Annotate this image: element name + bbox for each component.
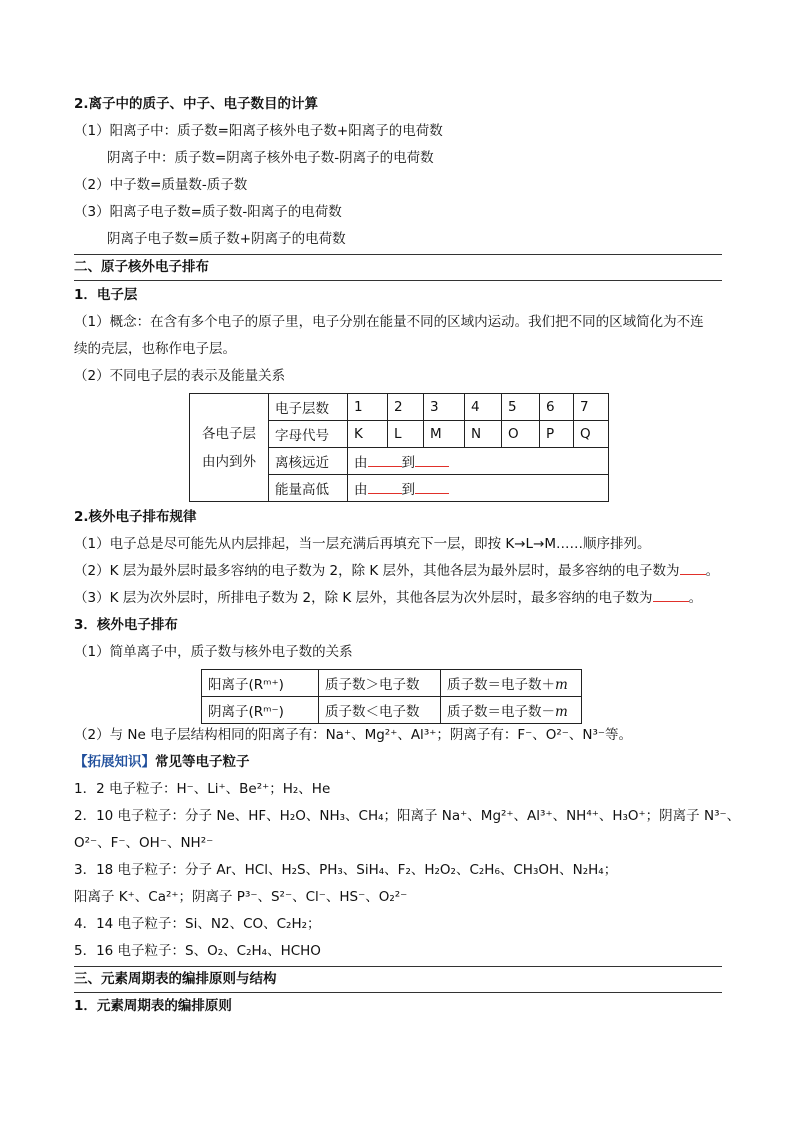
ion-table	[201, 669, 582, 724]
text-line: （2）与 Ne 电子层结构相同的阳离子有：Na⁺、Mg²⁺、Al³⁺；阴离子有：F⁻、O²⁻、N³⁻等。	[74, 727, 633, 743]
energy-answer-cell: 由 到	[348, 475, 609, 502]
text-line: （3）阳离子电子数=质子数-阳离子的电荷数	[74, 204, 342, 220]
text-line: 阳离子 K⁺、Ca²⁺；阴离子 P³⁻、S²⁻、Cl⁻、HS⁻、O₂²⁻	[74, 889, 408, 905]
shell-table	[189, 393, 609, 502]
answer-blank[interactable]	[415, 481, 449, 494]
number-cell: 6	[540, 394, 574, 421]
text-line: 2．10 电子粒子：分子 Ne、HF、H₂O、NH₃、CH₄；阳离子 Na⁺、Mg²⁺、Al³⁺、NH⁴⁺、H₃O⁺；阴离子 N³⁻、	[74, 808, 741, 824]
text-line: （1）电子总是尽可能先从内层排起，当一层充满后再填充下一层，即按 K→L→M……顺序排列。	[74, 536, 651, 552]
number-cell: 3	[424, 394, 465, 421]
subheading-arrangement-rules: 2.核外电子排布规律	[74, 509, 197, 525]
letter-cell: P	[540, 421, 574, 448]
answer-blank[interactable]	[653, 589, 689, 602]
text-line: 4．14 电子粒子：Si、N2、CO、C₂H₂；	[74, 916, 321, 932]
text-line: 续的壳层，也称作电子层。	[74, 341, 236, 357]
label-cell: 离核远近	[269, 448, 348, 475]
text-line: （2）K 层为最外层时最多容纳的电子数为 2，除 K 层外，其他各层为最外层时，最多容纳的电子数为 。	[74, 563, 720, 579]
letter-cell: M	[424, 421, 465, 448]
text-line: 阴离子电子数=质子数+阴离子的电荷数	[107, 231, 346, 247]
relation-cell: 质子数＜电子数	[319, 697, 441, 724]
subheading-electron-arrangement: 3．核外电子排布	[74, 617, 178, 633]
text-line: 1．2 电子粒子：H⁻、Li⁺、Be²⁺；H₂、He	[74, 781, 331, 797]
text-line: （2）不同电子层的表示及能量关系	[74, 368, 286, 384]
answer-blank[interactable]	[415, 454, 449, 467]
number-cell: 5	[502, 394, 540, 421]
number-cell: 4	[465, 394, 502, 421]
divider	[74, 966, 722, 967]
label-cell: 能量高低	[269, 475, 348, 502]
section-heading-periodic-table: 三、元素周期表的编排原则与结构	[74, 971, 277, 987]
subheading-table-principles: 1．元素周期表的编排原则	[74, 998, 232, 1014]
answer-blank[interactable]	[368, 454, 402, 467]
cation-cell: 阳离子(Rᵐ⁺)	[202, 670, 319, 697]
text-line: 3．18 电子粒子：分子 Ar、HCl、H₂S、PH₃、SiH₄、F₂、H₂O₂、C₂H₆、CH₃OH、N₂H₄；	[74, 862, 618, 878]
label-cell: 字母代号	[269, 421, 348, 448]
text-line: （1）概念：在含有多个电子的原子里，电子分别在能量不同的区域内运动。我们把不同的区域简化为不连	[74, 314, 704, 330]
text-line: （1）简单离子中，质子数与核外电子数的关系	[74, 644, 353, 660]
divider	[74, 992, 722, 993]
anion-cell: 阴离子(Rᵐ⁻)	[202, 697, 319, 724]
label-cell: 电子层数	[269, 394, 348, 421]
text-line: （2）中子数=质量数-质子数	[74, 177, 248, 193]
answer-blank[interactable]	[680, 562, 706, 575]
number-cell: 7	[574, 394, 609, 421]
formula-cell: 质子数＝电子数－m	[441, 697, 582, 724]
subheading-electron-shell: 1．电子层	[74, 287, 138, 303]
answer-blank[interactable]	[368, 481, 402, 494]
section-heading-electron-arrangement: 二、原子核外电子排布	[74, 259, 209, 275]
text-line: 阴离子中：质子数=阴离子核外电子数-阴离子的电荷数	[107, 150, 434, 166]
extend-heading: 【拓展知识】常见等电子粒子	[74, 754, 250, 770]
number-cell: 1	[348, 394, 388, 421]
text-line: O²⁻、F⁻、OH⁻、NH²⁻	[74, 835, 214, 851]
number-cell: 2	[388, 394, 424, 421]
distance-answer-cell: 由 到	[348, 448, 609, 475]
section-heading-ion-calc: 2.离子中的质子、中子、电子数目的计算	[74, 96, 319, 112]
relation-cell: 质子数＞电子数	[319, 670, 441, 697]
letter-cell: L	[388, 421, 424, 448]
letter-cell: K	[348, 421, 388, 448]
divider	[74, 254, 722, 255]
letter-cell: N	[465, 421, 502, 448]
row-header-cell: 各电子层由内到外	[190, 394, 269, 502]
formula-cell: 质子数＝电子数＋m	[441, 670, 582, 697]
text-line: （1）阳离子中：质子数=阳离子核外电子数+阳离子的电荷数	[74, 123, 443, 139]
divider	[74, 280, 722, 281]
text-line: 5．16 电子粒子：S、O₂、C₂H₄、HCHO	[74, 943, 321, 959]
letter-cell: Q	[574, 421, 609, 448]
text-line: （3）K 层为次外层时，所排电子数为 2，除 K 层外，其他各层为次外层时，最多容纳的电子数为 。	[74, 590, 703, 606]
letter-cell: O	[502, 421, 540, 448]
